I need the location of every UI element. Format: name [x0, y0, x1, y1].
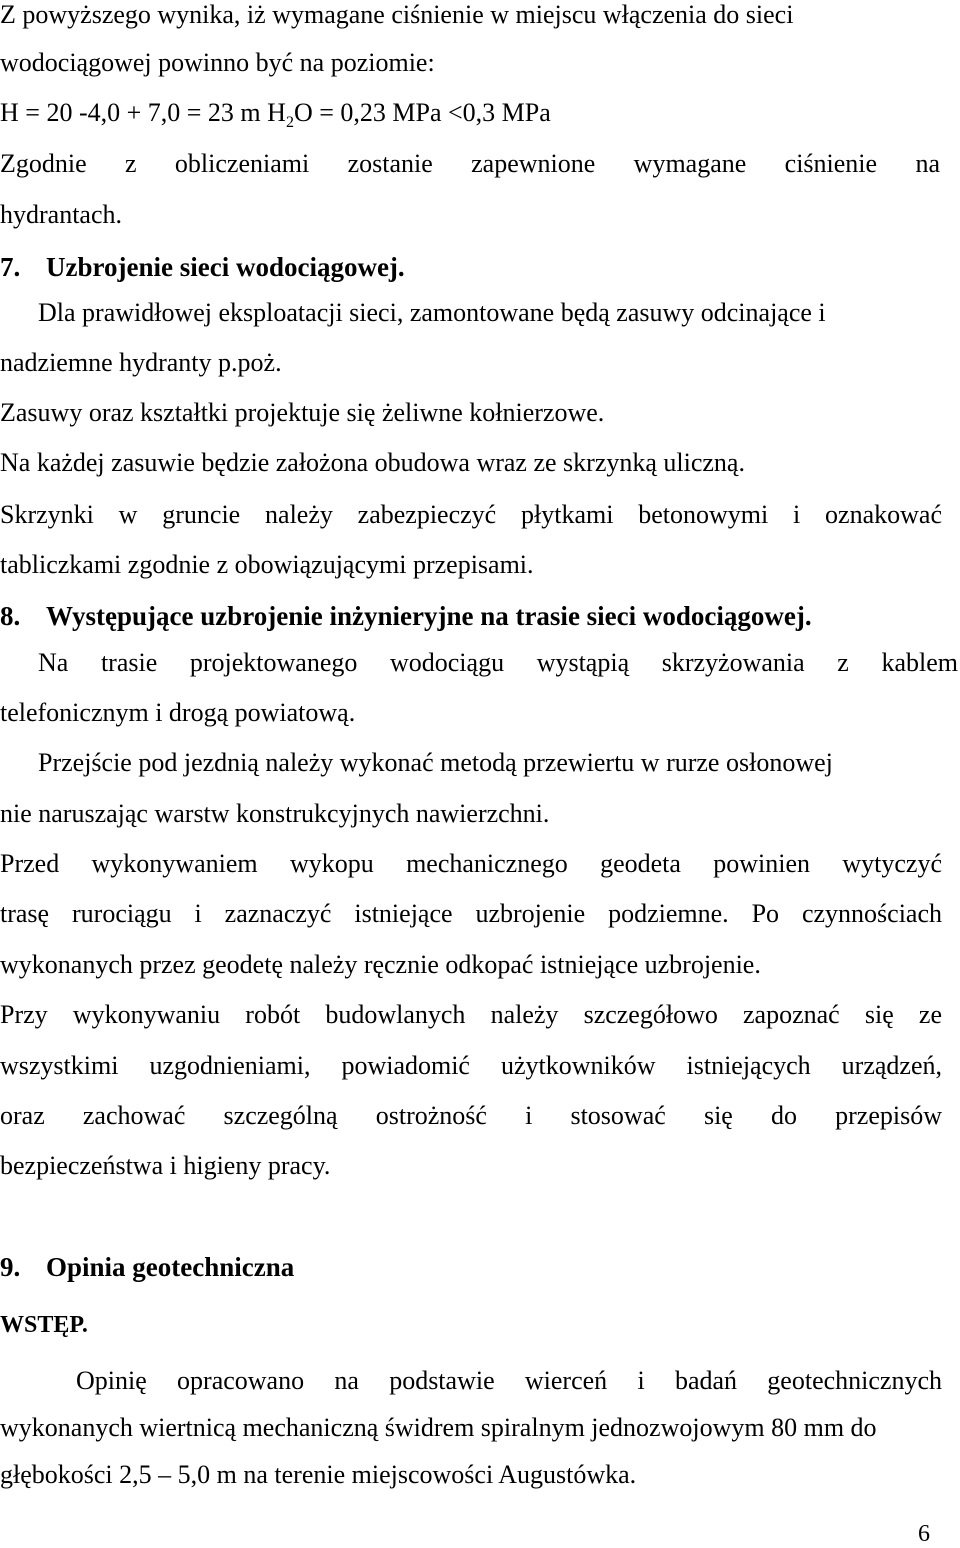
conclusion-line-1: Zgodnie z obliczeniami zostanie zapewnione wymagane ciśnienie na [0, 149, 940, 178]
s7-p1-line-2: nadziemne hydranty p.poż. [0, 348, 282, 377]
s7-p1-line-1: Dla prawidłowej eksploatacji sieci, zamontowane będą zasuwy odcinające i [38, 298, 826, 327]
formula-subscript: 2 [285, 114, 294, 132]
s7-p2: Zasuwy oraz kształtki projektuje się żeliwne kołnierzowe. [0, 398, 605, 427]
s7-p3: Na każdej zasuwie będzie założona obudowa wraz ze skrzynką uliczną. [0, 448, 745, 477]
s8-p4-line-2: wszystkimi uzgodnieniami, powiadomić użytkowników istniejących urządzeń, [0, 1051, 942, 1080]
section-7-number: 7. [0, 252, 21, 282]
s8-p3-line-3: wykonanych przez geodetę należy ręcznie odkopać istniejące uzbrojenie. [0, 950, 761, 979]
s8-p3-line-2: trasę rurociągu i zaznaczyć istniejące uzbrojenie podziemne. Po czynnościach [0, 899, 942, 928]
s8-p1-line-2: telefonicznym i drogą powiatową. [0, 698, 356, 727]
formula-post: O = 0,23 MPa <0,3 MPa [293, 98, 551, 127]
page-number: 6 [918, 1521, 930, 1547]
section-8-number: 8. [0, 601, 21, 631]
s8-p1-line-1: Na trasie projektowanego wodociągu wystąpią skrzyżowania z kablem [38, 648, 958, 677]
s8-p4-line-3: oraz zachować szczególną ostrożność i stosować się do przepisów [0, 1101, 942, 1130]
section-9-number: 9. [0, 1252, 21, 1282]
intro-line-1: Z powyższego wynika, iż wymagane ciśnienie w miejscu włączenia do sieci [0, 0, 794, 29]
s8-p4-line-1: Przy wykonywaniu robót budowlanych należy szczegółowo zapoznać się ze [0, 1000, 942, 1029]
intro-line-2: wodociągowej powinno być na poziomie: [0, 48, 435, 77]
section-7-title: Uzbrojenie sieci wodociągowej. [46, 252, 405, 282]
s9-p1-line-2: wykonanych wiertnicą mechaniczną świdrem spiralnym jednozwojowym 80 mm do [0, 1413, 877, 1442]
s9-p1-line-3: głębokości 2,5 – 5,0 m na terenie miejscowości Augustówka. [0, 1460, 637, 1489]
pressure-formula [0, 98, 960, 138]
section-9-title: Opinia geotechniczna [46, 1252, 295, 1282]
formula-pre: H = 20 -4,0 + 7,0 = 23 m H [0, 98, 286, 127]
s8-p2-line-2: nie naruszając warstw konstrukcyjnych nawierzchni. [0, 799, 550, 828]
s9-subheading: WSTĘP. [0, 1312, 88, 1338]
s7-p4-line-1: Skrzynki w gruncie należy zabezpieczyć płytkami betonowymi i oznakować [0, 500, 942, 529]
s9-p1-line-1: Opinię opracowano na podstawie wierceń i badań geotechnicznych [76, 1366, 942, 1395]
section-9-heading [0, 1252, 960, 1282]
s8-p3-line-1: Przed wykonywaniem wykopu mechanicznego geodeta powinien wytyczyć [0, 849, 942, 878]
s8-p4-line-4: bezpieczeństwa i higieny pracy. [0, 1151, 331, 1180]
section-8-title: Występujące uzbrojenie inżynieryjne na trasie sieci wodociągowej. [46, 601, 812, 631]
s7-p4-line-2: tabliczkami zgodnie z obowiązującymi przepisami. [0, 550, 534, 579]
section-7-heading [0, 252, 960, 282]
s8-p2-line-1: Przejście pod jezdnią należy wykonać metodą przewiertu w rurze osłonowej [38, 748, 833, 777]
section-8-heading [0, 601, 960, 631]
conclusion-line-2: hydrantach. [0, 200, 123, 229]
